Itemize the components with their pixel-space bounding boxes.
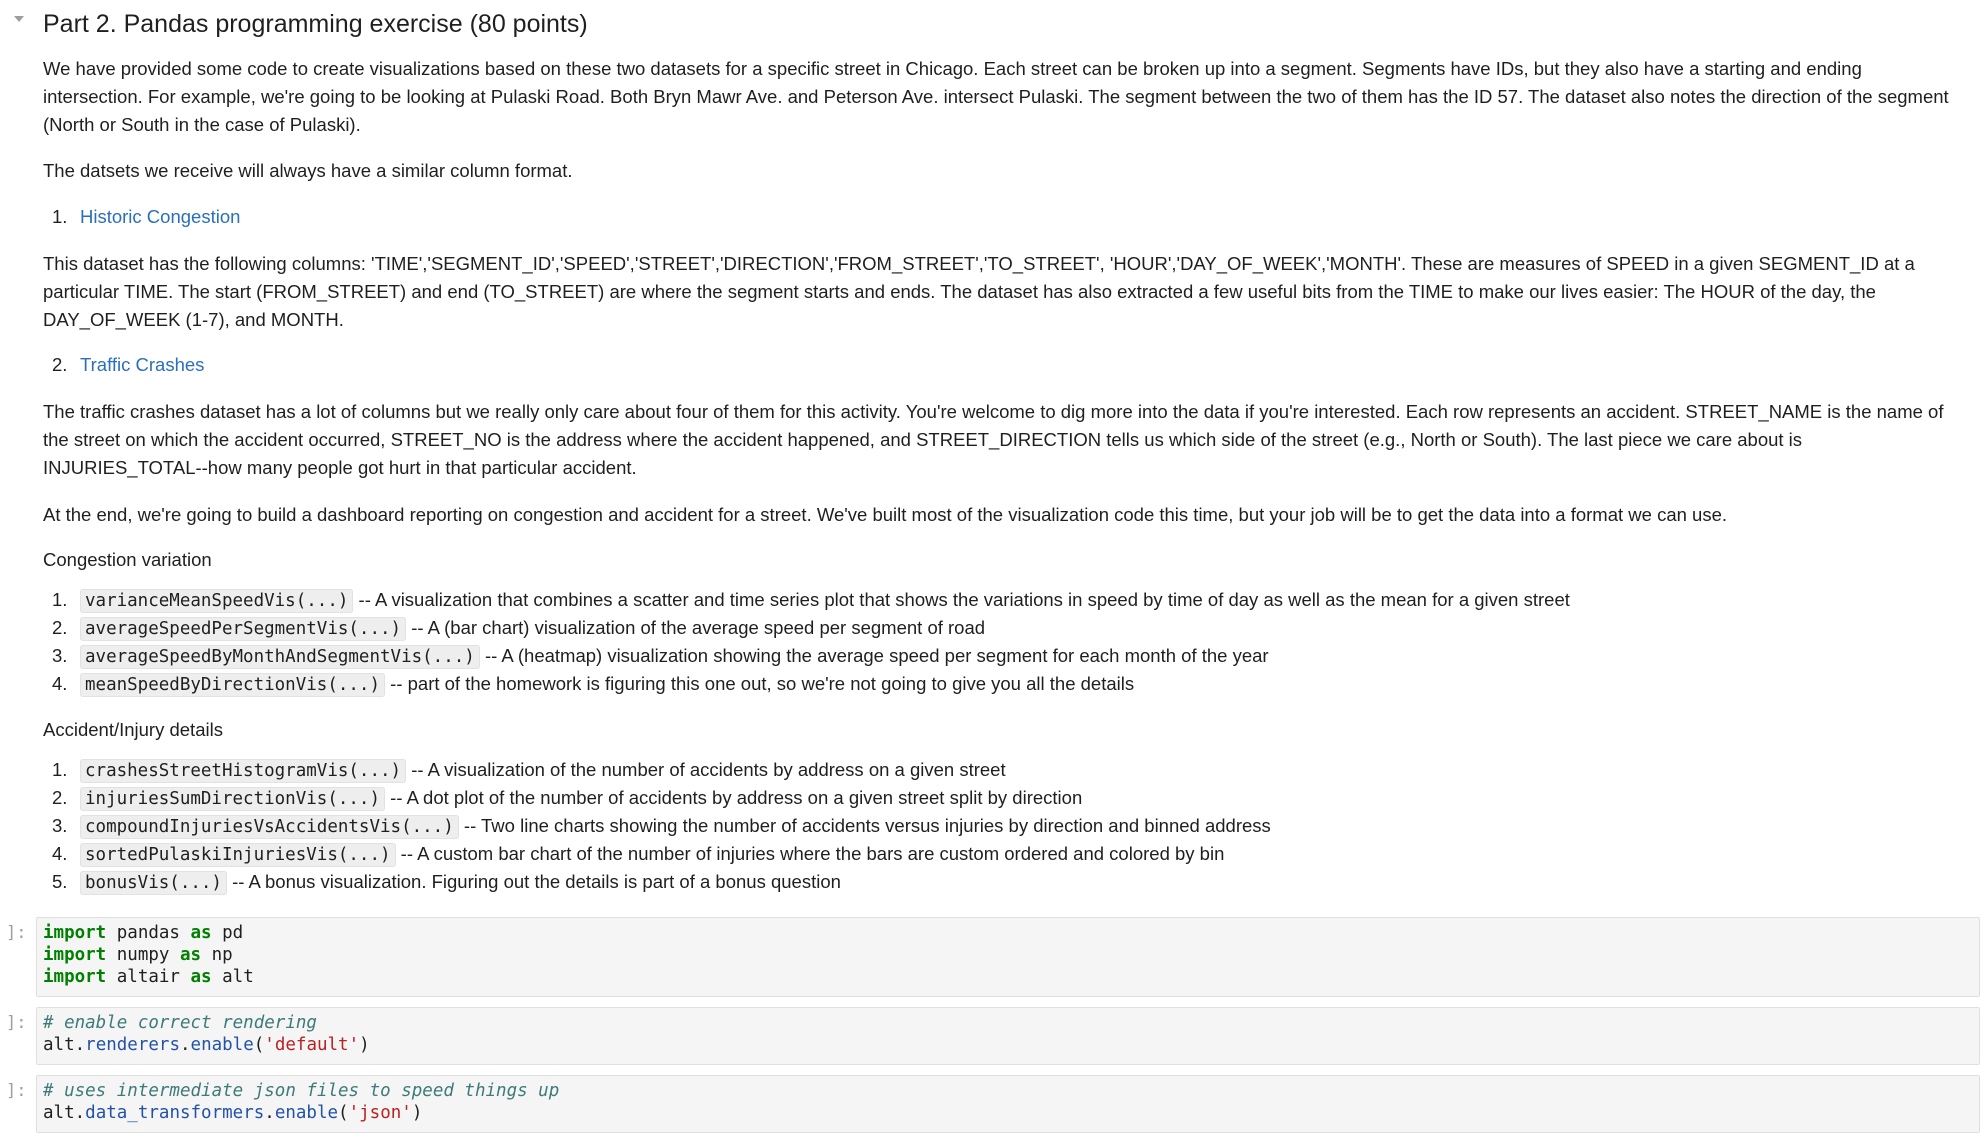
dataset-item: 2. Traffic Crashes bbox=[52, 354, 205, 375]
function-name: sortedPulaskiInjuriesVis(...) bbox=[80, 843, 396, 867]
congestion-subheading: Congestion variation bbox=[43, 549, 212, 570]
list-item: 1. varianceMeanSpeedVis(...) -- A visualization that combines a scatter and time series plot that shows the variations in speed by time of day as well as the mean for a given street bbox=[52, 589, 1570, 611]
function-name: averageSpeedByMonthAndSegmentVis(...) bbox=[80, 645, 480, 669]
function-name: varianceMeanSpeedVis(...) bbox=[80, 589, 353, 613]
historic-congestion-link[interactable]: Historic Congestion bbox=[80, 206, 241, 227]
crashes-description: The traffic crashes dataset has a lot of columns but we really only care about four of them for this activity. You're welcome to dig more into the data if you're interested. Each row represents an accident. STREET_NAME is the name of the street on which the accident occurred, STREET_NO is the address where the accident happened, and STREET_DIRECTION tells us which side of the street (e.g., North or South). The last piece we care about is INJURIES_TOTAL--how many people got hurt in that particular accident. bbox=[43, 401, 1944, 478]
cell-prompt: ]: bbox=[6, 1013, 27, 1033]
congestion-description: This dataset has the following columns: 'TIME','SEGMENT_ID','SPEED','STREET','DIRECTION','FROM_STREET','TO_STREET', 'HOUR','DAY_OF_WEEK','MONTH'. These are measures of SPEED in a given SEGMENT_ID at a particular TIME. The start (FROM_STREET) and end (TO_STREET) are where the segment starts and ends. The dataset has also extracted a few useful bits from the TIME to make our lives easier: The HOUR of the day, the DAY_OF_WEEK (1-7), and MONTH. bbox=[43, 253, 1915, 330]
section-heading: Part 2. Pandas programming exercise (80 points) bbox=[43, 10, 588, 38]
list-item: 4. meanSpeedByDirectionVis(...) -- part of the homework is figuring this one out, so we're not going to give you all the details bbox=[52, 673, 1135, 695]
list-item: 5. bonusVis(...) -- A bonus visualization. Figuring out the details is part of a bonus question bbox=[52, 871, 841, 893]
list-item: 2. averageSpeedPerSegmentVis(...) -- A (bar chart) visualization of the average speed per segment of road bbox=[52, 617, 986, 639]
intro-paragraph: We have provided some code to create visualizations based on these two datasets for a specific street in Chicago. Each street can be broken up into a segment. Segments have IDs, but they also have a starting and ending intersection. For example, we're going to be looking at Pulaski Road. Both Bryn Mawr Ave. and Peterson Ave. intersect Pulaski. The segment between the two of them has the ID 57. The dataset also notes the direction of the segment (North or South in the case of Pulaski). bbox=[43, 58, 1949, 135]
cell-prompt: ]: bbox=[6, 1081, 27, 1101]
accident-subheading: Accident/Injury details bbox=[43, 719, 223, 740]
dashboard-note: At the end, we're going to build a dashboard reporting on congestion and accident for a street. We've built most of the visualization code this time, but your job will be to get the data into a format we can use. bbox=[43, 504, 1728, 525]
list-item: 3. averageSpeedByMonthAndSegmentVis(...) -- A (heatmap) visualization showing the average speed per segment for each month of the year bbox=[52, 645, 1269, 667]
list-item: 3. compoundInjuriesVsAccidentsVis(...) -- Two line charts showing the number of accidents versus injuries by direction and binned address bbox=[52, 815, 1271, 837]
collapse-toggle-icon[interactable] bbox=[14, 16, 24, 22]
list-item: 1. crashesStreetHistogramVis(...) -- A visualization of the number of accidents by address on a given street bbox=[52, 759, 1006, 781]
function-name: averageSpeedPerSegmentVis(...) bbox=[80, 617, 406, 641]
code-editor[interactable]: import pandas as pd import numpy as np import altair as alt bbox=[36, 917, 1980, 997]
function-name: bonusVis(...) bbox=[80, 871, 227, 895]
list-item: 4. sortedPulaskiInjuriesVis(...) -- A custom bar chart of the number of injuries where the bars are custom ordered and colored by bin bbox=[52, 843, 1225, 865]
traffic-crashes-link[interactable]: Traffic Crashes bbox=[80, 354, 205, 375]
function-name: injuriesSumDirectionVis(...) bbox=[80, 787, 385, 811]
function-name: crashesStreetHistogramVis(...) bbox=[80, 759, 406, 783]
list-item: 2. injuriesSumDirectionVis(...) -- A dot plot of the number of accidents by address on a given street split by direction bbox=[52, 787, 1083, 809]
format-note: The datsets we receive will always have a similar column format. bbox=[43, 160, 573, 181]
code-editor[interactable]: # enable correct rendering alt.renderers.enable('default') bbox=[36, 1007, 1980, 1065]
function-name: meanSpeedByDirectionVis(...) bbox=[80, 673, 385, 697]
dataset-item: 1. Historic Congestion bbox=[52, 206, 241, 227]
code-editor[interactable]: # uses intermediate json files to speed things up alt.data_transformers.enable('json') bbox=[36, 1075, 1980, 1133]
function-name: compoundInjuriesVsAccidentsVis(...) bbox=[80, 815, 459, 839]
cell-prompt: ]: bbox=[6, 923, 27, 943]
